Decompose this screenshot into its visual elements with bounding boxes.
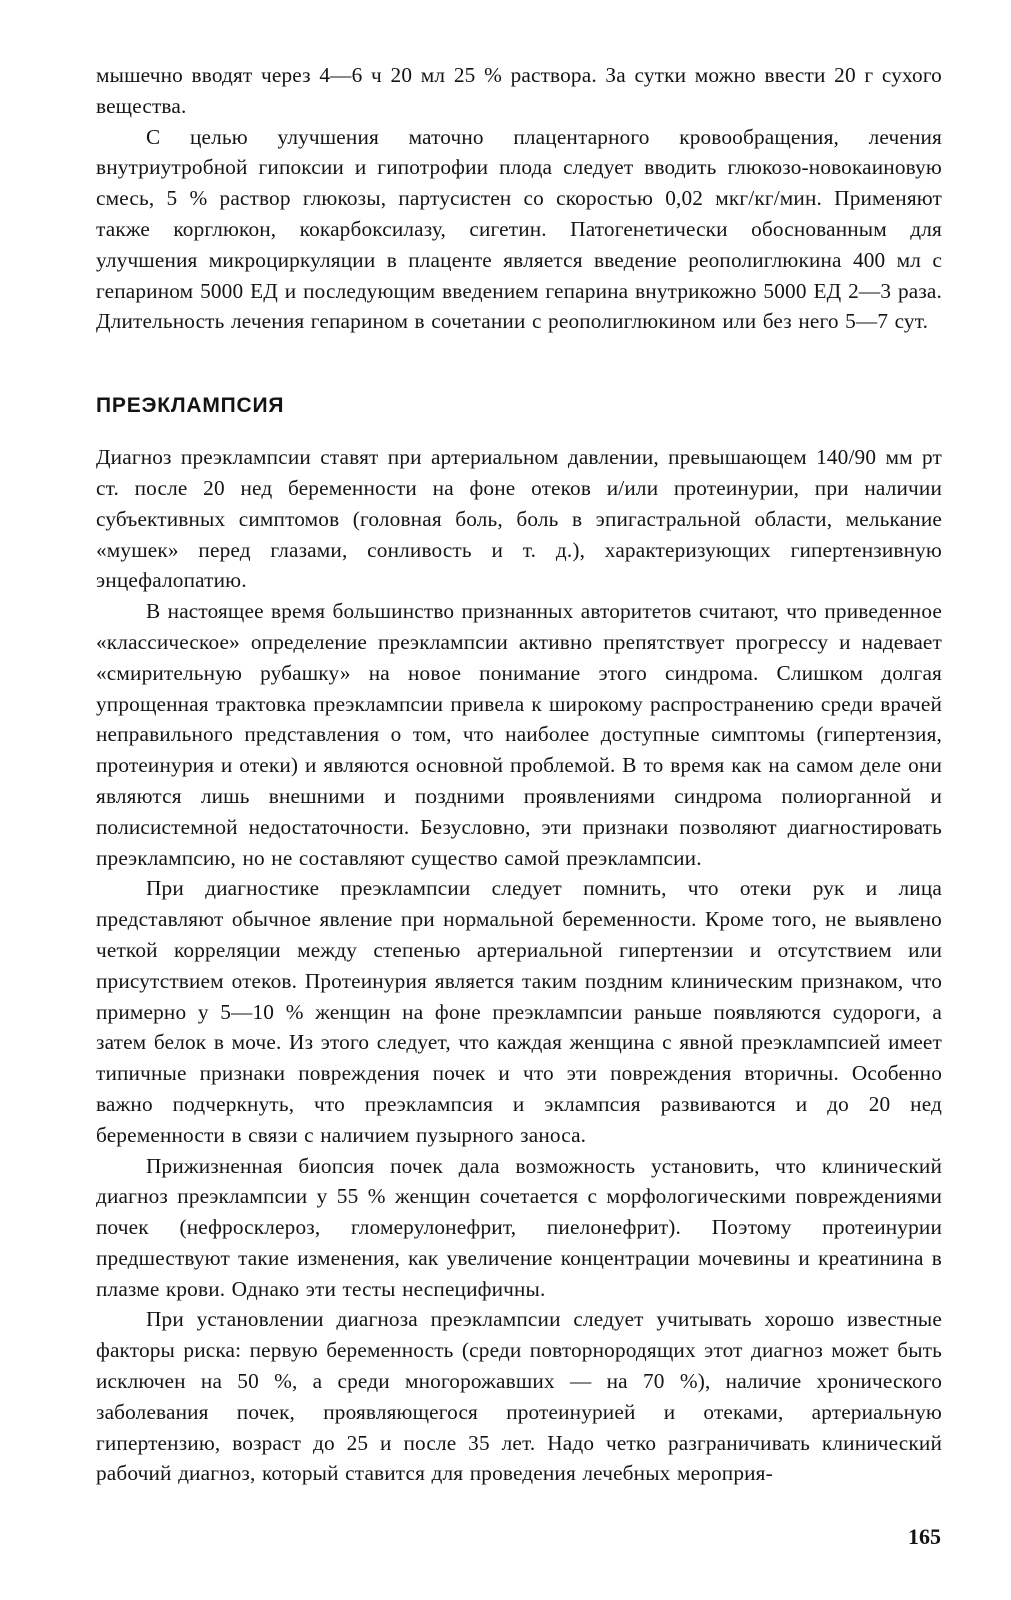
- paragraph-treatment: С целью улучшения маточно плацентарного кровообращения, лечения внутриутробной гипоксии и гипотрофии плода следует вводить глюкозо-новокаиновую смесь, 5 % раствор глюкозы, партусистен со скоростью 0,02 мкг/кг/мин. Применяют также корглюкон, кокарбоксилазу, сигетин. Патогенетически обоснованным для улучшения микроциркуляции в плаценте является введение реополиглюкина 400 мл с гепарином 5000 ЕД и последующим введением гепарина внутрикожно 5000 ЕД 2—3 раза. Длительность лечения гепарином в сочетании с реополиглюкином или без него 5—7 сут.: [96, 124, 942, 334]
- paragraph-risk-factors: При установлении диагноза преэклампсии следует учитывать хорошо известные факторы риска: первую беременность (среди повторнородящих этот диагноз может быть исключен на 50 %, а среди многорожавших — на 70 %), наличие хронического заболевания почек, проявляющегося протеинурией и отеками, артериальную гипертензию, возраст до 25 и после 35 лет. Надо четко разграничивать клинический рабочий диагноз, который ставится для проведения лечебных мероприя-: [96, 1307, 942, 1486]
- page-body: [96, 60, 942, 1489]
- paragraph-biopsy: Прижизненная биопсия почек дала возможность установить, что клинический диагноз преэклампсии у 55 % женщин сочетается с морфологическими повреждениями почек (нефросклероз, гломерулонефрит, пиелонефрит). Поэтому протеинурии предшествуют такие изменения, как увеличение концентрации мочевины и креатинина в плазме крови. Однако эти тесты неспецифичны.: [96, 1153, 942, 1301]
- paragraph-continuation: мышечно вводят через 4—6 ч 20 мл 25 % раствора. За сутки можно ввести 20 г сухого вещества.: [96, 63, 942, 118]
- section-heading: ПРЕЭКЛАМПСИЯ: [96, 394, 285, 418]
- paragraph-diagnostics: При диагностике преэклампсии следует помнить, что отеки рук и лица представляют обычное явление при нормальной беременности. Кроме того, не выявлено четкой корреляции между степенью артериальной гипертензии и отсутствием или присутствием отеков. Протеинурия является таким поздним клиническим признаком, что примерно у 5—10 % женщин на фоне преэклампсии раньше появляются судороги, а затем белок в моче. Из этого следует, что каждая женщина с явной преэклампсией имеет типичные признаки повреждения почек и что эти повреждения вторичны. Особенно важно подчеркнуть, что преэклампсия и эклампсия развиваются и до 20 нед беременности в связи с наличием пузырного заноса.: [96, 876, 942, 1147]
- paragraph-authorities: В настоящее время большинство признанных авторитетов считают, что приведенное «классическое» определение преэклампсии активно препятствует прогрессу и надевает «смирительную рубашку» на новое понимание этого синдрома. Слишком долгая упрощенная трактовка преэклампсии привела к широкому распространению среди врачей неправильного представления о том, что наиболее доступные симптомы (гипертензия, протеинурия и отеки) и являются основной проблемой. В то время как на самом деле они являются лишь внешними и поздними проявлениями синдрома полиорганной и полисистемной недостаточности. Безусловно, эти признаки позволяют диагностировать преэклампсию, но не составляют существо самой преэклампсии.: [96, 599, 942, 870]
- page-number: 165: [908, 1524, 941, 1549]
- paragraph-diagnosis: Диагноз преэклампсии ставят при артериальном давлении, превышающем 140/90 мм рт ст. после 20 нед беременности на фоне отеков и/или протеинурии, при наличии субъективных симптомов (головная боль, боль в эпигастральной области, мелькание «мушек» перед глазами, сонливость и т. д.), характеризующих гипертензивную энцефалопатию.: [96, 445, 942, 593]
